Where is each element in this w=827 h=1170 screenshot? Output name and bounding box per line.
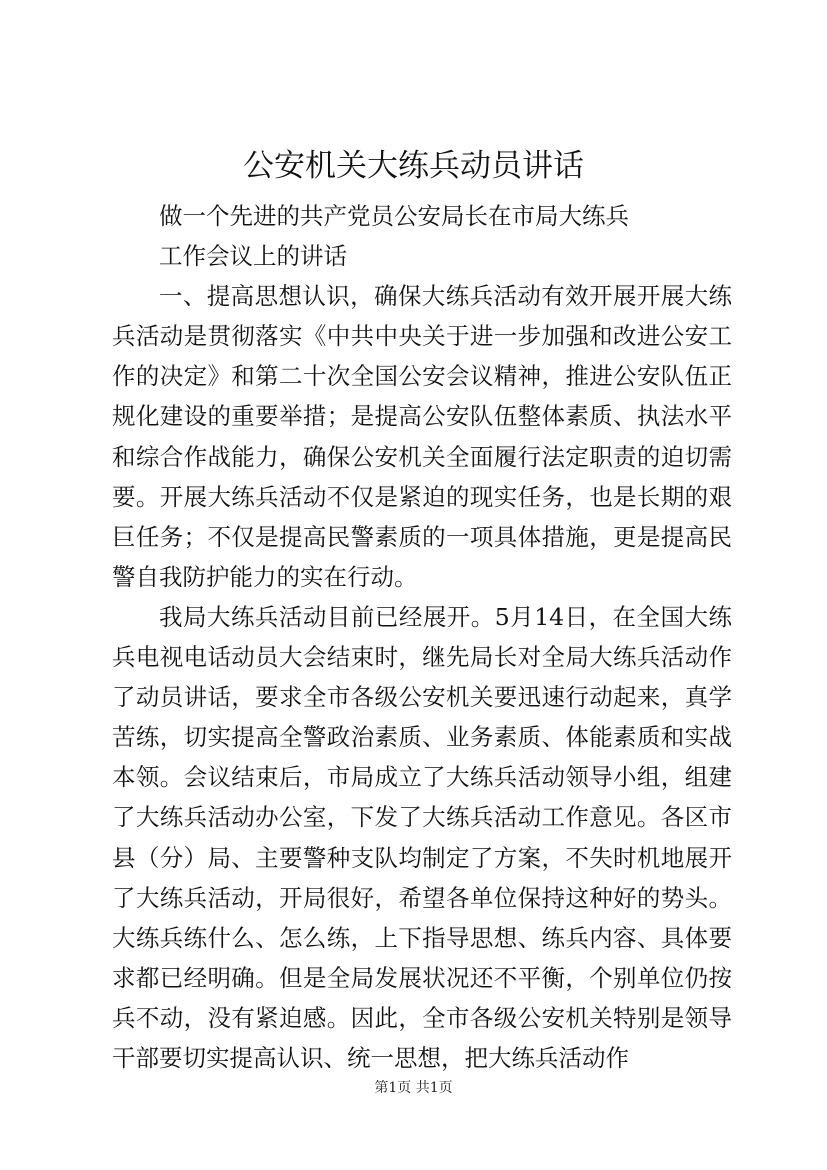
subtitle-line-2: 工作会议上的讲话 [159, 242, 347, 271]
paragraph-1: 一、提高思想认识，确保大练兵活动有效开展开展大练兵活动是贯彻落实《中共中央关于进一步加强和改进公安工作的决定》和第二十次全国公安会议精神，推进公安队伍正规化建设的重要举措；是提高公安队伍整体素质、执法水平和综合作战能力，确保公安机关全面履行法定职责的迫切需要。开展大练兵活动不仅是紧迫的现实任务，也是长期的艰巨任务；不仅是提高民警素质的一项具体措施，更是提高民警自我防护能力的实在行动。 [112, 282, 732, 591]
document-title: 公安机关大练兵动员讲话 [243, 148, 584, 184]
page-footer: 第1页 共1页 [374, 1080, 453, 1096]
subtitle-line-1: 做一个先进的共产党员公安局长在市局大练兵 [159, 202, 629, 230]
document-body [112, 196, 732, 1078]
paragraph-2: 我局大练兵活动目前已经展开。5月14日，在全国大练兵电视电话动员大会结束时，继先局长对全局大练兵活动作了动员讲话，要求全市各级公安机关要迅速行动起来，真学苦练，切实提高全警政治素质、业务素质、体能素质和实战本领。会议结束后，市局成立了大练兵活动领导小组，组建了大练兵活动办公室，下发了大练兵活动工作意见。各区市县（分）局、主要警种支队均制定了方案，不失时机地展开了大练兵活动，开局很好，希望各单位保持这种好的势头。大练兵练什么、怎么练，上下指导思想、练兵内容、具体要求都已经明确。但是全局发展状况还不平衡，个别单位仍按兵不动，没有紧迫感。因此，全市各级公安机关特别是领导干部要切实提高认识、统一思想，把大练兵活动作 [112, 602, 732, 1072]
